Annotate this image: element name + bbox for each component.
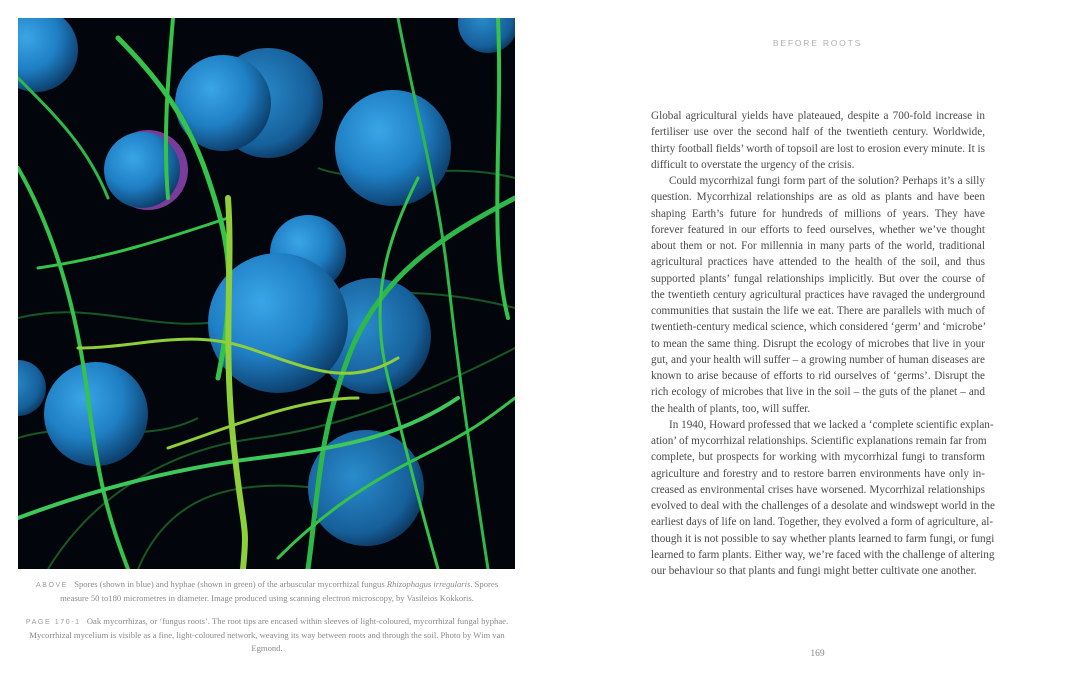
body-text-line: Could mycorrhizal fungi form part of the solution? Perhaps it’s a silly (669, 175, 985, 187)
body-text-line: learned to farm plants. Either way, we’re faced with the challenge of altering (651, 548, 995, 561)
body-text-line: forever featured in our efforts to feed ourselves, whether we’ve thought (651, 223, 985, 236)
spore-micrograph-image (18, 18, 515, 569)
body-text-line: the health of plants, too, will suffer. (651, 402, 811, 415)
body-text-line: In 1940, Howard professed that we lacked a ‘complete scientific explan- (669, 418, 994, 431)
caption-text: Spores (shown in blue) and hyphae (shown in green) of the arbuscular mycorrhizal fungus (74, 579, 387, 589)
caption-tag: ABOVE (35, 582, 69, 589)
body-text-line: about them or not. For millennia in many parts of the world, traditional (651, 240, 985, 252)
caption-page-170 (22, 615, 512, 654)
body-text-line: creased as environmental crises have worsened. Mycorrhizal relationships (651, 483, 985, 496)
body-text-line: twentieth-century medical science, which considered ‘germ’ and ‘microbe’ (651, 321, 987, 334)
caption-text-end: . Spores measure 50 to180 micrometres in diameter. Image produced using scanning electron microscopy, by Vasileios Kokkoris. (60, 579, 499, 604)
body-text-line: fertiliser use over the second half of the twentieth century. Worldwide, (651, 126, 985, 139)
micrograph-illustration (18, 18, 515, 569)
caption-above (22, 578, 512, 605)
body-text-line: ation’ of mycorrhizal relationships. Scientific explanations remain far from (651, 435, 987, 447)
body-text-line: agricultural practices have attended to the health of the soil, and thus (651, 256, 985, 269)
photo-captions (22, 578, 512, 664)
body-text-line: Global agricultural yields have plateaued, despite a 700-fold increase in (651, 110, 985, 122)
body-text-line: rich ecology of microbes that live in the soil – the guts of the planet – and (651, 386, 985, 399)
body-text-line: earliest days of life on land. Together, they evolved a form of agriculture, al- (651, 516, 994, 529)
running-head: BEFORE ROOTS (772, 38, 863, 48)
body-text-line: difficult to overstate the urgency of the crisis. (651, 158, 855, 171)
body-text-line: to mean the same thing. Disrupt the ecology of microbes that live in your (651, 337, 985, 350)
body-text (651, 108, 995, 579)
caption-text: Oak mycorrhizas, or ‘fungus roots’. The root tips are encased within sleeves of light-coloured, mycorrhizal fungal hyphae. Mycorrhizal mycelium is visible as a fine, light-coloured network, weaving its way between roots and through the soil. Photo by Wim van Egmond. (29, 615, 509, 653)
body-text-line: known to arise because of efforts to rid ourselves of ‘germs’. Disrupt the (651, 370, 985, 382)
body-text-line: question. Mycorrhizal relationships are as old as plants and have been (651, 191, 985, 204)
body-text-line: our behaviour so that plants and fungi might better cultivate one another. (651, 565, 977, 577)
body-text-line: shaping Earth’s future for hundreds of millions of years. They have (651, 207, 985, 220)
body-text-line: evolved to deal with the challenges of a desolate and windswept world in the (651, 500, 995, 512)
caption-tag: PAGE 170-1 (25, 618, 81, 626)
caption-species-name: Rhizophagus irregularis (386, 579, 471, 589)
body-text-line: thirty football fields’ worth of topsoil are lost to erosion every minute. It is (651, 142, 985, 155)
body-text-line: though it is not possible to say whether plants learned to farm fungi, or fungi (651, 532, 995, 545)
body-text-line: agriculture and forestry and to restore barren environments have only in- (651, 467, 985, 480)
page-number: 169 (810, 649, 825, 659)
body-text-line: complete, but prospects for working with mycorrhizal fungi to transform (651, 451, 985, 464)
body-text-line: the twentieth century agricultural practices have ravaged the underground (651, 288, 985, 301)
body-text-line: gut, and your health will suffer – a growing number of human diseases are (651, 353, 985, 366)
body-text-line: supported plants’ fungal relationships implicitly. But over the course of (651, 272, 985, 285)
body-text-line: communities that sustain the life we eat. There are parallels with much of (651, 305, 985, 317)
